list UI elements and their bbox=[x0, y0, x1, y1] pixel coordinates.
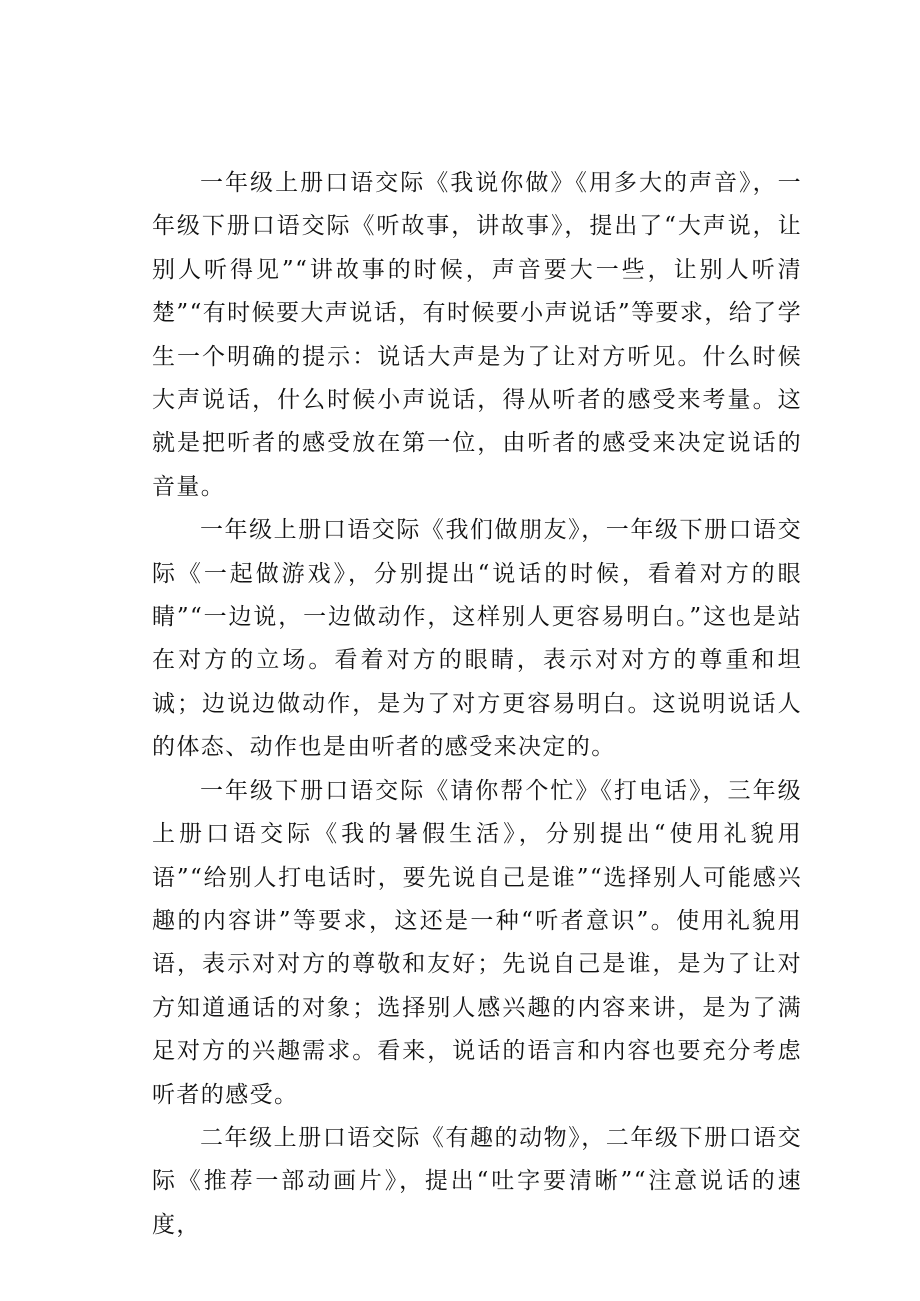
paragraph-1: 一年级上册口语交际《我说你做》《用多大的声音》，一年级下册口语交际《听故事，讲故事》，提出了“大声说，让别人听得见”“讲故事的时候，声音要大一些，让别人听清楚”“有时候要大声说话，有时候要小声说话”等要求，给了学生一个明确的提示：说话大声是为了让对方听见。什么时候大声说话，什么时候小声说话，得从听者的感受来考量。这就是把听者的感受放在第一位，由听者的感受来决定说话的音量。 bbox=[152, 170, 802, 500]
paragraph-3: 一年级下册口语交际《请你帮个忙》《打电话》，三年级上册口语交际《我的暑假生活》，分别提出“使用礼貌用语”“给别人打电话时，要先说自己是谁”“选择别人可能感兴趣的内容讲”等要求，这还是一种“听者意识”。使用礼貌用语，表示对对方的尊敬和友好；先说自己是谁，是为了让对方知道通话的对象；选择别人感兴趣的内容来讲，是为了满足对方的兴趣需求。看来，说话的语言和内容也要充分考虑听者的感受。 bbox=[152, 777, 802, 1108]
paragraph-2: 一年级上册口语交际《我们做朋友》，一年级下册口语交际《一起做游戏》，分别提出“说话的时候，看着对方的眼睛”“一边说，一边做动作，这样别人更容易明白。”这也是站在对方的立场。看着对方的眼睛，表示对对方的尊重和坦诚；边说边做动作，是为了对方更容易明白。这说明说话人的体态、动作也是由听者的感受来决定的。 bbox=[152, 517, 802, 761]
paragraph-4: 二年级上册口语交际《有趣的动物》，二年级下册口语交际《推荐一部动画片》，提出“吐字要清晰”“注意说话的速度， bbox=[152, 1124, 802, 1238]
document-body bbox=[152, 162, 802, 1247]
